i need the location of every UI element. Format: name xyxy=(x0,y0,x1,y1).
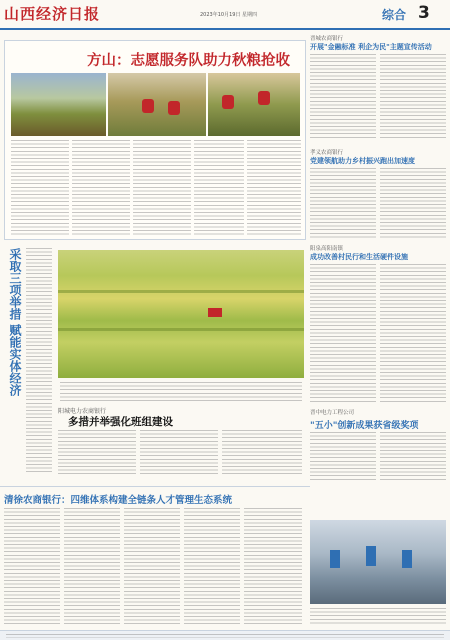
page-number: 3 xyxy=(418,3,430,23)
mid-column-3 xyxy=(222,430,302,476)
bottom-column-5 xyxy=(244,508,302,624)
right-story1-dateline: 晋城农商银行 xyxy=(310,36,344,42)
right-story2-headline: 党建领航助力乡村振兴跑出加速度 xyxy=(310,157,415,165)
lead-photo-right xyxy=(208,73,300,136)
bottom-story xyxy=(4,490,304,626)
right-story4-col1 xyxy=(310,432,376,482)
masthead-rule xyxy=(0,28,450,30)
right-story2-col2 xyxy=(380,168,446,238)
mid-column-1 xyxy=(58,430,136,476)
bottom-column-4 xyxy=(184,508,240,624)
right-story1-headline: 开展"金融标准 利企为民"主题宣传活动 xyxy=(310,43,432,51)
right-story3-headline: 成功改善村民行和生活硬件设施 xyxy=(310,253,408,261)
bottom-column-3 xyxy=(124,508,180,624)
lead-column-4 xyxy=(194,140,244,236)
lead-column-1 xyxy=(11,140,69,236)
masthead xyxy=(4,3,446,25)
lead-column-3 xyxy=(133,140,191,236)
right-story3-col2 xyxy=(380,264,446,404)
right-story2-dateline: 孝义农商银行 xyxy=(310,150,344,156)
lead-column-5 xyxy=(247,140,301,236)
side-story-text xyxy=(26,248,52,474)
lead-story xyxy=(4,40,306,240)
bottom-divider xyxy=(0,486,310,487)
lead-photo-center xyxy=(108,73,206,136)
bottom-column-1 xyxy=(4,508,60,624)
mid-dateline: 阳城电力农商银行 xyxy=(58,408,107,415)
right-story3-col1 xyxy=(310,264,376,404)
bottom-right-photo xyxy=(310,520,446,604)
right-column xyxy=(310,32,446,484)
lead-column-2 xyxy=(72,140,130,236)
bottom-headline: 清徐农商银行：四维体系构建全链条人才管理生态系统 xyxy=(4,495,233,506)
photo-caption xyxy=(60,382,302,402)
issue-date: 2023年10月19日 星期四 xyxy=(200,12,258,18)
lead-headline: 方山：志愿服务队助力秋粮抢收 xyxy=(87,53,290,69)
side-headline: 采取三项举措 赋能实体经济 xyxy=(8,248,22,397)
mid-column-2 xyxy=(140,430,218,476)
right-story1-col2 xyxy=(380,54,446,138)
mid-headline: 多措并举强化班组建设 xyxy=(68,416,173,428)
section-name: 综合 xyxy=(382,8,407,22)
footer-bar xyxy=(0,630,450,640)
rice-field-photo xyxy=(58,250,304,378)
right-story4-dateline: 晋中电力工程公司 xyxy=(310,410,355,416)
lead-photo-left xyxy=(11,73,106,136)
right-story2-col1 xyxy=(310,168,376,238)
right-story3-dateline: 阳泉高阳南镇 xyxy=(310,246,344,252)
bottom-right-caption xyxy=(310,608,446,626)
side-story xyxy=(4,246,54,476)
bottom-column-2 xyxy=(64,508,120,624)
right-story4-col2 xyxy=(380,432,446,482)
right-story4-headline: "五小"创新成果获省级奖项 xyxy=(310,421,419,431)
newspaper-logo: 山西经济日报 xyxy=(4,5,101,23)
right-story1-col1 xyxy=(310,54,376,138)
mid-story xyxy=(58,404,304,478)
